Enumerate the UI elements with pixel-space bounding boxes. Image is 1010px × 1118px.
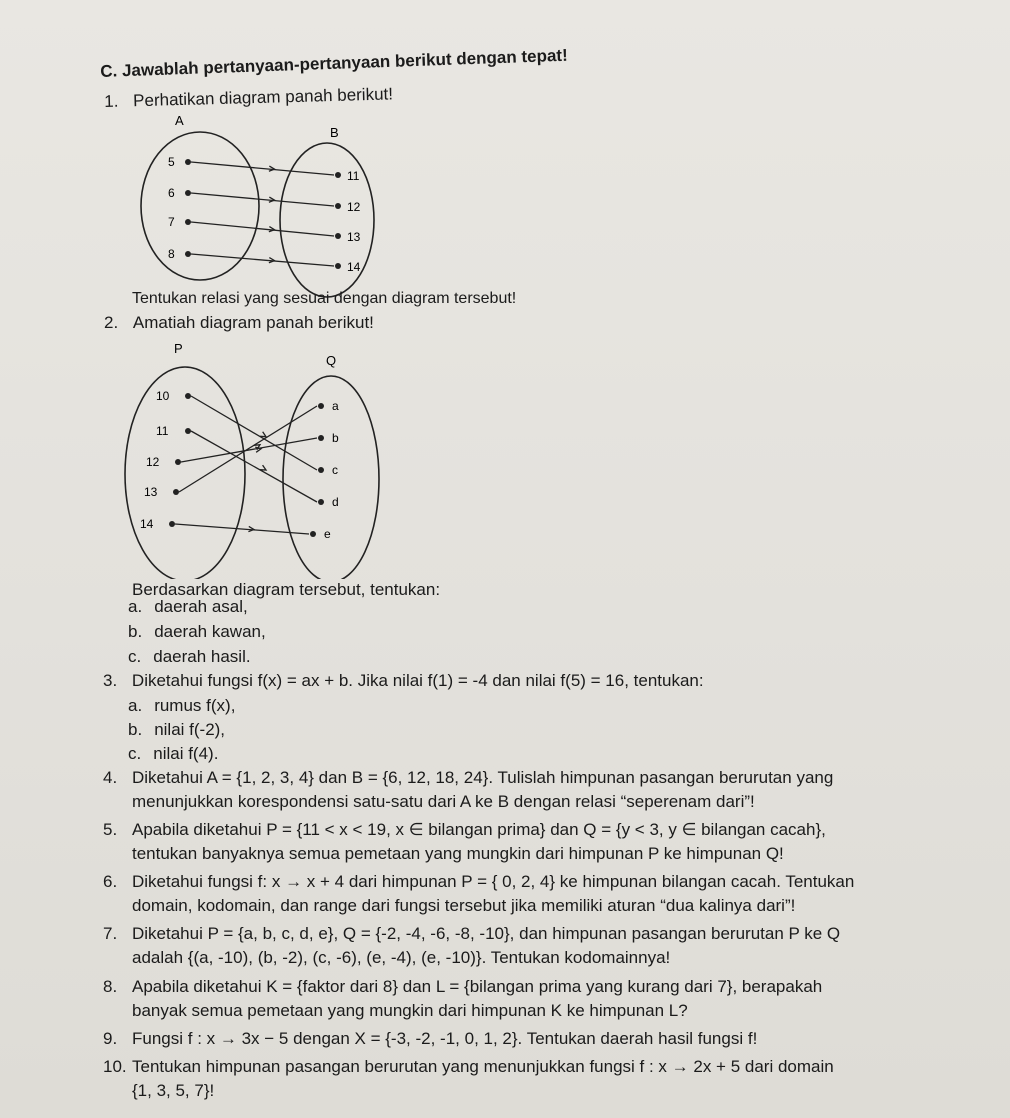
domain-label: 10 (156, 389, 170, 403)
sub-question-text: daerah hasil. (153, 647, 251, 666)
domain-label: 5 (168, 155, 175, 169)
sub-question (128, 622, 266, 642)
question-number: 3. (103, 671, 118, 690)
domain-point (175, 459, 181, 465)
question-text: Perhatikan diagram panah berikut! (132, 84, 394, 111)
relation-arrow (191, 222, 334, 236)
codomain-label: 12 (347, 200, 361, 214)
relation-arrow (179, 406, 317, 492)
domain-point (185, 393, 191, 399)
sub-question-text: daerah asal, (154, 597, 248, 616)
sub-question-text: nilai f(-2), (154, 720, 226, 739)
question-text-line: tentukan banyaknya semua pemetaan yang mungkin dari himpunan P ke himpunan Q! (132, 844, 784, 863)
sub-question-letter: c. (128, 647, 142, 666)
question-number: 5. (103, 820, 118, 839)
codomain-point (318, 435, 324, 441)
domain-label: 7 (168, 215, 175, 229)
question-text-line: Tentukan himpunan pasangan berurutan yang menunjukkan fungsi f : x → 2x + 5 dari domain (132, 1057, 834, 1076)
codomain-label: 14 (347, 260, 361, 274)
domain-label: 12 (146, 455, 160, 469)
question-number: 7. (103, 924, 118, 943)
question-number: 10. (103, 1057, 127, 1076)
codomain-label: b (332, 431, 339, 445)
question-text-line: Apabila diketahui P = {11 < x < 19, x ∈ bilangan prima} dan Q = {y < 3, y ∈ bilangan cacah}, (132, 820, 826, 839)
domain-point (185, 219, 191, 225)
domain-point (185, 159, 191, 165)
question-text-line: {1, 3, 5, 7}! (132, 1081, 215, 1100)
codomain-label: 11 (347, 169, 360, 183)
arrow-diagram-p-q (118, 334, 408, 579)
sub-question (128, 696, 235, 716)
sub-question-letter: c. (128, 744, 142, 763)
sub-question-letter: b. (128, 622, 143, 641)
codomain-label: a (332, 399, 339, 413)
sub-question (128, 597, 248, 617)
codomain-label: e (324, 527, 331, 541)
question-1-instruction: Tentukan relasi yang sesuai dengan diagram tersebut! (132, 290, 517, 307)
relation-arrow (191, 254, 334, 266)
question-text-line: menunjukkan korespondensi satu-satu dari A ke B dengan relasi “seperenam dari”! (132, 792, 755, 811)
sub-question (128, 720, 225, 740)
domain-point (169, 521, 175, 527)
domain-point (185, 428, 191, 434)
question-text-line: adalah {(a, -10), (b, -2), (c, -6), (e, -4), (e, -10)}. Tentukan kodomainnya! (132, 948, 671, 967)
sub-question-letter: b. (128, 720, 143, 739)
question-3 (103, 671, 704, 691)
question-2-instruction: Berdasarkan diagram tersebut, tentukan: (132, 580, 441, 599)
question-text: Diketahui fungsi f(x) = ax + b. Jika nilai f(1) = -4 dan nilai f(5) = 16, tentukan: (131, 671, 704, 690)
domain-label: 8 (168, 247, 175, 261)
codomain-point (318, 403, 324, 409)
sub-question (128, 744, 218, 764)
sub-question-letter: a. (128, 696, 143, 715)
question-number: 9. (103, 1029, 118, 1048)
arrowhead-icon (260, 465, 266, 470)
set-q-label: Q (326, 353, 337, 368)
question-2 (104, 313, 374, 333)
codomain-label: 13 (347, 230, 361, 244)
question-text-line: Fungsi f : x → 3x − 5 dengan X = {-3, -2, -1, 0, 1, 2}. Tentukan daerah hasil fungsi f! (132, 1029, 758, 1048)
domain-point (185, 251, 191, 257)
codomain-label: d (332, 495, 339, 509)
domain-label: 6 (168, 186, 175, 200)
codomain-label: c (332, 463, 338, 477)
question-number: 8. (103, 977, 118, 996)
question-text-line: domain, kodomain, dan range dari fungsi tersebut jika memiliki aturan “dua kalinya dari”! (132, 896, 796, 915)
question-text-line: Diketahui fungsi f: x → x + 4 dari himpunan P = { 0, 2, 4} ke himpunan bilangan cacah. Tentukan (132, 872, 855, 891)
codomain-point (335, 263, 341, 269)
set-a-label: A (175, 113, 184, 128)
domain-label: 14 (140, 517, 154, 531)
domain-label: 13 (144, 485, 158, 499)
domain-label: 11 (156, 424, 169, 438)
question-text-line: Diketahui P = {a, b, c, d, e}, Q = {-2, -4, -6, -8, -10}, dan himpunan pasangan berurutan P ke Q (132, 924, 841, 943)
sub-question-text: daerah kawan, (154, 622, 266, 641)
sub-question-text: rumus f(x), (154, 696, 236, 715)
question-text-line: Diketahui A = {1, 2, 3, 4} dan B = {6, 12, 18, 24}. Tulislah himpunan pasangan berurutan yang (132, 768, 834, 787)
codomain-point (335, 172, 341, 178)
question-text-line: Apabila diketahui K = {faktor dari 8} dan L = {bilangan prima yang kurang dari 7}, berapakah (132, 977, 823, 996)
question-number: 6. (103, 872, 118, 891)
codomain-point (318, 499, 324, 505)
question-text-line: banyak semua pemetaan yang mungkin dari himpunan K ke himpunan L? (132, 1001, 688, 1020)
question-number: 1. (104, 91, 119, 111)
codomain-point (318, 467, 324, 473)
set-b-label: B (330, 125, 339, 140)
arrow-diagram-a-b (120, 108, 420, 298)
arrowhead-icon (260, 432, 266, 437)
sub-question (128, 647, 251, 667)
relation-arrow (191, 193, 334, 206)
question-number: 2. (104, 313, 119, 332)
domain-point (173, 489, 179, 495)
codomain-point (335, 233, 341, 239)
question-text: Amatiah diagram panah berikut! (132, 313, 374, 332)
set-q-ellipse (283, 376, 379, 579)
relation-arrow (191, 162, 334, 175)
codomain-point (335, 203, 341, 209)
domain-point (185, 190, 191, 196)
relation-arrow (191, 396, 317, 470)
sub-question-text: nilai f(4). (153, 744, 219, 763)
set-p-ellipse (125, 367, 245, 579)
sub-question-letter: a. (128, 597, 143, 616)
codomain-point (310, 531, 316, 537)
section-heading: C. Jawablah pertanyaan-pertanyaan berikut dengan tepat! (100, 45, 569, 81)
set-p-label: P (174, 341, 183, 356)
question-number: 4. (103, 768, 118, 787)
